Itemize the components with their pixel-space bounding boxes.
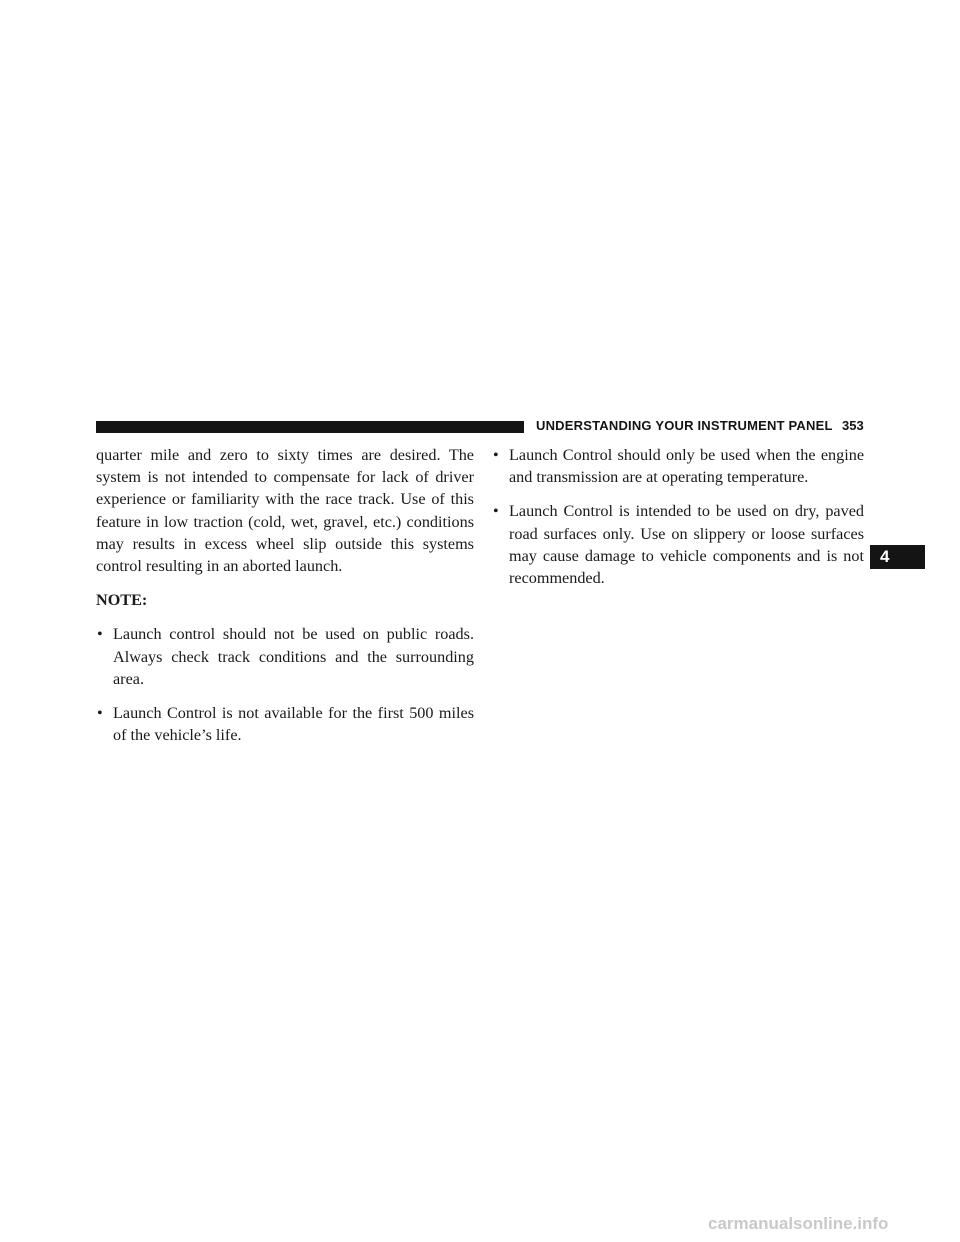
chapter-tab: 4 xyxy=(870,545,925,569)
note-bullet-list-continued xyxy=(492,444,864,589)
intro-paragraph: quarter mile and zero to sixty times are desired. The system is not intended to compensate for lack of driver experience or familiarity with the race track. Use of this feature in low traction (cold, wet, gravel, etc.) conditions may results in excess wheel slip outside this systems control resulting in an aborted launch. xyxy=(96,446,474,576)
header-rule xyxy=(96,421,524,433)
section-title: UNDERSTANDING YOUR INSTRUMENT PANEL xyxy=(536,418,833,433)
list-item xyxy=(96,623,474,690)
left-column xyxy=(96,444,474,746)
note-heading: NOTE: xyxy=(96,591,148,610)
bullet-icon: • xyxy=(493,446,499,464)
bullet-icon: • xyxy=(97,704,103,723)
list-item xyxy=(96,702,474,746)
list-item xyxy=(492,500,864,589)
list-item-text: Launch control should not be used on public roads. Always check track conditions and the surrounding area. xyxy=(113,625,474,688)
page-number: 353 xyxy=(842,418,864,433)
watermark: carmanualsonline.info xyxy=(708,1214,889,1233)
bullet-icon: • xyxy=(493,502,499,521)
list-item-text: Launch Control is intended to be used on dry, paved road surfaces only. Use on slippery or loose surfaces may cause damage to vehicle components and is not recommended. xyxy=(509,502,864,588)
list-item-text: Launch Control is not available for the first 500 miles of the vehicle’s life. xyxy=(113,704,474,745)
right-column xyxy=(492,444,864,589)
list-item-text: Launch Control should only be used when the engine and transmission are at operating temperature. xyxy=(509,446,864,487)
note-bullet-list xyxy=(96,623,474,746)
list-item xyxy=(492,444,864,488)
bullet-icon: • xyxy=(97,625,103,644)
